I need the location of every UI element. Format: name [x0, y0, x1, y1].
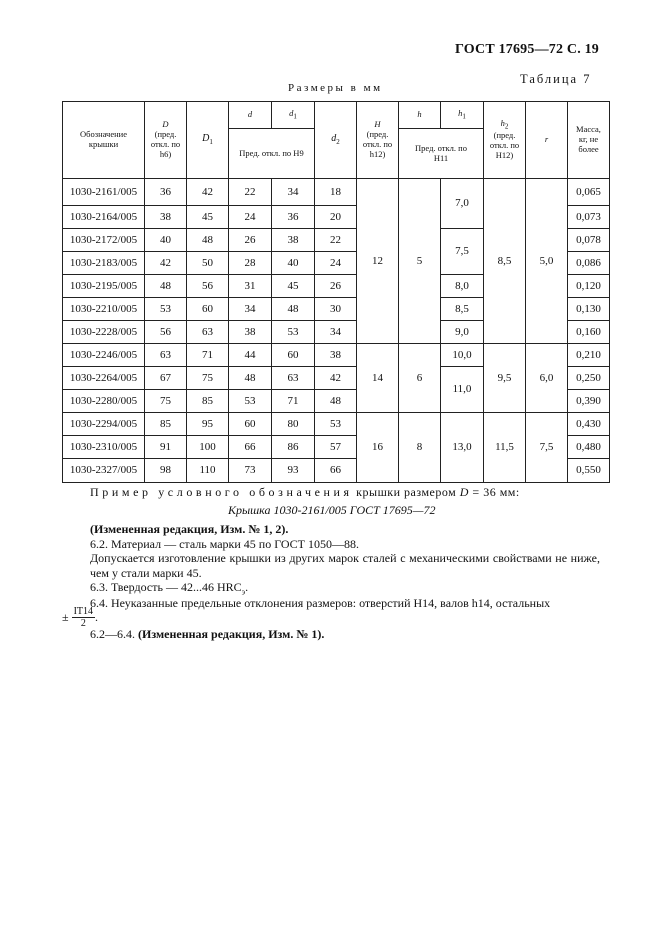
cell-designation: 1030-2228/005 [63, 321, 145, 344]
cell-mass: 0,120 [568, 275, 610, 298]
cell-h: 6 [399, 344, 441, 413]
cell-mass: 0,210 [568, 344, 610, 367]
paragraph-6-3: 6.3. Твердость — 42...46 $HRC_э$. [90, 580, 249, 597]
paragraph-6-2: 6.2. Материал — сталь марки 45 по ГОСТ 1050—88. [90, 537, 360, 551]
cell-mass: 0,550 [568, 459, 610, 483]
col-header-d2: $d_2$ [315, 102, 357, 179]
cell-D: 75 [145, 390, 187, 413]
cell-d: 53 [229, 390, 272, 413]
cell-h1: 13,0 [441, 413, 484, 483]
cell-d2: 18 [315, 179, 357, 206]
cell-d1: 34 [272, 179, 315, 206]
cell-d1: 63 [272, 367, 315, 390]
cell-d2: 22 [315, 229, 357, 252]
cell-h2: 9,5 [484, 344, 526, 413]
cell-d2: 57 [315, 436, 357, 459]
cell-D1: 56 [187, 275, 229, 298]
cell-d1: 45 [272, 275, 315, 298]
tolerance-formula: ± $\frac{IT14}{2}$ . [62, 606, 99, 629]
cell-h1: 7,0 [441, 179, 484, 229]
cell-designation: 1030-2172/005 [63, 229, 145, 252]
col-header-D: D (пред. откл. по h6) [145, 102, 187, 179]
cell-d1: 80 [272, 413, 315, 436]
cell-d: 44 [229, 344, 272, 367]
example-variable: D [459, 485, 469, 499]
cell-mass: 0,130 [568, 298, 610, 321]
cell-h1: 11,0 [441, 367, 484, 413]
cell-mass: 0,073 [568, 206, 610, 229]
cell-d1: 53 [272, 321, 315, 344]
cell-d: 24 [229, 206, 272, 229]
cell-D1: 75 [187, 367, 229, 390]
paragraph-6-4: 6.4. Неуказанные предельные отклонения размеров: отверстий H14, валов h14, остальных [90, 596, 551, 610]
cell-d2: 34 [315, 321, 357, 344]
cell-h1: 9,0 [441, 321, 484, 344]
example-value: = 36 мм: [468, 485, 520, 499]
cell-D: 38 [145, 206, 187, 229]
cell-D1: 63 [187, 321, 229, 344]
dimensions-table [62, 101, 610, 483]
example-text: крышки размером [352, 485, 460, 499]
cell-r: 6,0 [526, 344, 568, 413]
cell-d2: 53 [315, 413, 357, 436]
revision-note-1: (Измененная редакция, Изм. № 1, 2). [90, 522, 289, 536]
col-header-designation: Обозначение крышки [63, 102, 145, 179]
paragraph-6-2-alt: Допускается изготовление крышки из других марок сталей с механическими свойствами не ниже, чем у стали марки 45. [90, 551, 600, 580]
col-header-h2: $h_2$ (пред. откл. по H12) [484, 102, 526, 179]
cell-r: 7,5 [526, 413, 568, 483]
cell-designation: 1030-2210/005 [63, 298, 145, 321]
cell-h1: 8,0 [441, 275, 484, 298]
col-header-h: h [399, 102, 441, 129]
col-header-d-tolerance: Пред. откл. по H9 [229, 129, 315, 179]
cell-d: 66 [229, 436, 272, 459]
cell-d2: 26 [315, 275, 357, 298]
col-header-d1: $d_1$ [272, 102, 315, 129]
cell-D: 85 [145, 413, 187, 436]
cell-designation: 1030-2161/005 [63, 179, 145, 206]
cell-d2: 66 [315, 459, 357, 483]
cell-h2: 11,5 [484, 413, 526, 483]
cell-h1: 8,5 [441, 298, 484, 321]
dimensions-caption: Размеры в мм [288, 82, 383, 94]
cell-d1: 36 [272, 206, 315, 229]
cell-d1: 60 [272, 344, 315, 367]
cell-D: 91 [145, 436, 187, 459]
designation-example: Крышка 1030-2161/005 ГОСТ 17695—72 [228, 503, 436, 517]
col-header-mass: Масса, кг, не более [568, 102, 610, 179]
cell-designation: 1030-2195/005 [63, 275, 145, 298]
cell-H: 12 [357, 179, 399, 344]
cell-h1: 10,0 [441, 344, 484, 367]
cell-h2: 8,5 [484, 179, 526, 344]
cell-D1: 60 [187, 298, 229, 321]
cell-designation: 1030-2280/005 [63, 390, 145, 413]
cell-d: 28 [229, 252, 272, 275]
cell-mass: 0,078 [568, 229, 610, 252]
cell-D: 98 [145, 459, 187, 483]
col-header-r: r [526, 102, 568, 179]
cell-d1: 86 [272, 436, 315, 459]
cell-H: 14 [357, 344, 399, 413]
cell-d2: 20 [315, 206, 357, 229]
cell-d: 22 [229, 179, 272, 206]
cell-D: 63 [145, 344, 187, 367]
cell-designation: 1030-2294/005 [63, 413, 145, 436]
cell-d1: 93 [272, 459, 315, 483]
cell-h1: 7,5 [441, 229, 484, 275]
cell-d2: 38 [315, 344, 357, 367]
cell-D1: 71 [187, 344, 229, 367]
cell-D1: 50 [187, 252, 229, 275]
cell-d1: 38 [272, 229, 315, 252]
page-header: ГОСТ 17695—72 С. 19 [455, 42, 599, 57]
cell-d: 26 [229, 229, 272, 252]
cell-designation: 1030-2164/005 [63, 206, 145, 229]
cell-D: 56 [145, 321, 187, 344]
cell-D: 48 [145, 275, 187, 298]
cell-d: 31 [229, 275, 272, 298]
table-row [63, 413, 610, 436]
cell-r: 5,0 [526, 179, 568, 344]
cell-d1: 71 [272, 390, 315, 413]
cell-d: 48 [229, 367, 272, 390]
cell-D: 42 [145, 252, 187, 275]
cell-d1: 40 [272, 252, 315, 275]
cell-d1: 48 [272, 298, 315, 321]
cell-D1: 45 [187, 206, 229, 229]
cell-mass: 0,250 [568, 367, 610, 390]
cell-D1: 100 [187, 436, 229, 459]
cell-mass: 0,480 [568, 436, 610, 459]
cell-D1: 110 [187, 459, 229, 483]
revision-note-2: 6.2—6.4. (Измененная редакция, Изм. № 1). [90, 627, 325, 641]
cell-h: 8 [399, 413, 441, 483]
cell-h: 5 [399, 179, 441, 344]
cell-d: 60 [229, 413, 272, 436]
col-header-h1: $h_1$ [441, 102, 484, 129]
cell-mass: 0,086 [568, 252, 610, 275]
cell-d2: 30 [315, 298, 357, 321]
cell-mass: 0,065 [568, 179, 610, 206]
table-row [63, 179, 610, 206]
cell-D1: 48 [187, 229, 229, 252]
table-number: Таблица 7 [520, 72, 592, 86]
col-header-H: H (пред. откл. по h12) [357, 102, 399, 179]
cell-designation: 1030-2183/005 [63, 252, 145, 275]
cell-designation: 1030-2264/005 [63, 367, 145, 390]
cell-D: 67 [145, 367, 187, 390]
example-label: Пример условного обозначения [90, 485, 353, 499]
cell-d: 34 [229, 298, 272, 321]
cell-d2: 48 [315, 390, 357, 413]
cell-D1: 42 [187, 179, 229, 206]
cell-mass: 0,160 [568, 321, 610, 344]
cell-mass: 0,390 [568, 390, 610, 413]
col-header-D1: $D_1$ [187, 102, 229, 179]
cell-d2: 42 [315, 367, 357, 390]
cell-d2: 24 [315, 252, 357, 275]
table-row [63, 344, 610, 367]
cell-designation: 1030-2327/005 [63, 459, 145, 483]
example-line [90, 485, 520, 500]
col-header-h-tolerance: Пред. откл. по H11 [399, 129, 484, 179]
cell-D1: 95 [187, 413, 229, 436]
cell-mass: 0,430 [568, 413, 610, 436]
cell-D1: 85 [187, 390, 229, 413]
cell-D: 53 [145, 298, 187, 321]
col-header-d: d [229, 102, 272, 129]
cell-d: 38 [229, 321, 272, 344]
cell-d: 73 [229, 459, 272, 483]
cell-designation: 1030-2310/005 [63, 436, 145, 459]
cell-H: 16 [357, 413, 399, 483]
cell-designation: 1030-2246/005 [63, 344, 145, 367]
cell-D: 40 [145, 229, 187, 252]
cell-D: 36 [145, 179, 187, 206]
